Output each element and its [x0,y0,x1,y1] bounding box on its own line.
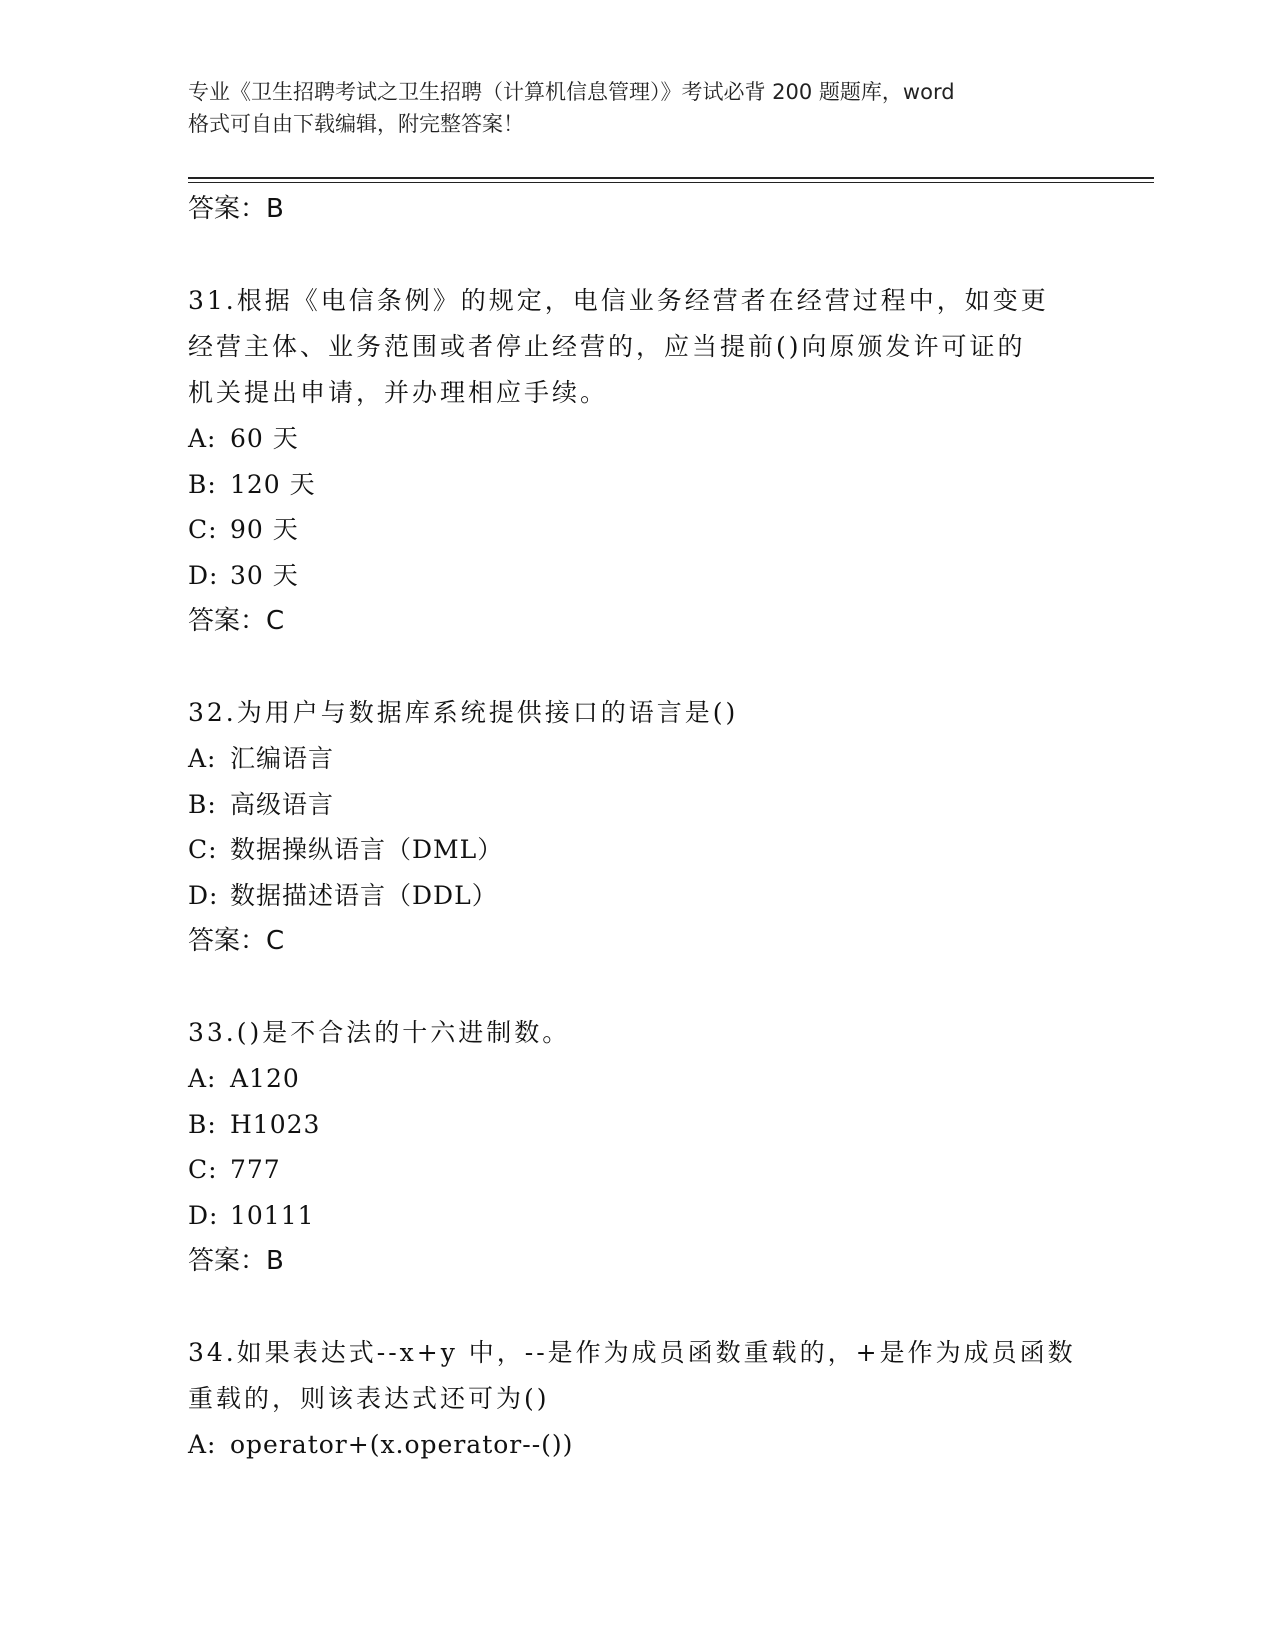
option-text: A120 [230,1064,300,1093]
option-letter: A: [188,424,217,453]
header-line-1: 专业《卫生招聘考试之卫生招聘（计算机信息管理）》考试必背 200 题题库，word [188,80,955,104]
option-text: 数据操纵语言（DML） [230,835,504,864]
option-letter: C: [188,515,218,544]
option-text: 10111 [230,1200,315,1230]
question-list [188,186,1088,1468]
option-c [188,827,1088,873]
option-letter: D: [188,1200,219,1230]
document-header [188,76,1088,140]
option-text: 120 天 [230,469,316,499]
option-text: 60 天 [230,424,299,453]
option-a [188,1056,1088,1102]
option-letter: D: [188,560,219,590]
question-text: 经营主体、业务范围或者停止经营的，应当提前()向原颁发许可证的 [188,332,1026,361]
question-31 [188,278,1088,644]
question-34 [188,1330,1088,1468]
option-text: 777 [230,1155,281,1184]
question-33 [188,1010,1088,1284]
option-text: 汇编语言 [230,744,335,773]
spacer [188,964,1088,1010]
option-text: operator+(x.operator--()) [230,1430,574,1459]
option-text: H1023 [230,1109,321,1139]
header-line-2: 格式可自由下载编辑，附完整答案！ [188,112,524,136]
option-c [188,1147,1088,1193]
option-a [188,416,1088,462]
option-text: 90 天 [230,515,299,544]
spacer [188,644,1088,690]
option-letter: A: [188,1430,217,1459]
option-text: 数据描述语言（DDL） [230,880,498,910]
option-letter: C: [188,835,218,864]
option-text: 30 天 [230,560,299,590]
option-text: 高级语言 [230,789,335,819]
question-text: 33.()是不合法的十六进制数。 [188,1018,571,1047]
option-b [188,1102,1088,1148]
option-b [188,782,1088,828]
answer-label: 答案：C [188,926,285,956]
question-32 [188,690,1088,964]
option-a [188,736,1088,782]
answer-label: 答案：C [188,606,285,636]
option-letter: A: [188,1064,217,1093]
answer-label: 答案：B [188,1246,284,1276]
question-text: 34.如果表达式--x+y 中，--是作为成员函数重载的，+是作为成员函数 [188,1338,1076,1367]
question-text: 31.根据《电信条例》的规定，电信业务经营者在经营过程中，如变更 [188,286,1049,315]
option-letter: B: [188,1109,217,1139]
option-b [188,462,1088,508]
question-text: 机关提出申请，并办理相应手续。 [188,378,609,407]
answer-label: 答案：B [188,194,284,224]
option-d [188,873,1088,919]
header-rule-thin [188,182,1154,183]
header-rule-thick [188,177,1154,179]
option-c [188,507,1088,553]
option-letter: D: [188,880,219,910]
question-text: 重载的，则该表达式还可为() [188,1384,550,1413]
option-a [188,1422,1088,1468]
option-letter: B: [188,789,217,819]
option-letter: B: [188,469,217,499]
spacer [188,232,1088,278]
option-letter: A: [188,744,217,773]
option-d [188,553,1088,599]
question-text: 32.为用户与数据库系统提供接口的语言是() [188,698,739,727]
option-letter: C: [188,1155,218,1184]
spacer [188,1284,1088,1330]
option-d [188,1193,1088,1239]
